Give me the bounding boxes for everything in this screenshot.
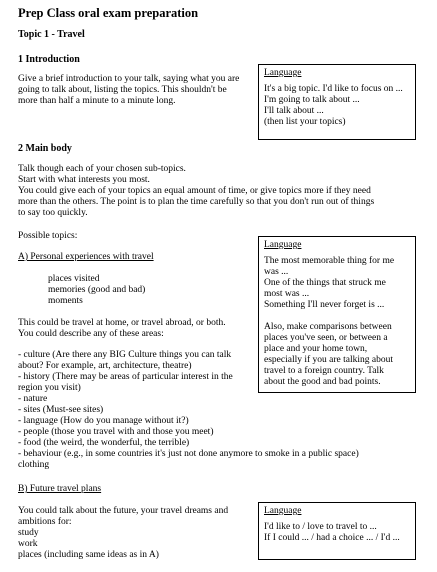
language-note: places you've seen, or between a (264, 333, 388, 343)
language-phrase: If I could ... / had a choice ... / I'd ... (264, 533, 400, 543)
section-b-line: places (including same ideas as in A) (18, 550, 159, 560)
section-b-line: study (18, 528, 39, 538)
section-b-heading: B) Future travel plans (18, 484, 102, 494)
language-note: especially if you are talking about (264, 355, 393, 365)
topic-heading: Topic 1 - Travel (18, 29, 85, 40)
main-line: Start with what interests you most. (18, 175, 150, 185)
section-a-bullet: - culture (Are there any BIG Culture things you can talk (18, 350, 232, 360)
section-a-bullet: about? For example, art, architecture, theatre) (18, 361, 192, 371)
section-a-item: moments (48, 296, 83, 306)
language-phrase: was ... (264, 267, 289, 277)
section-a-bullet: region you visit) (18, 383, 81, 393)
page-title: Prep Class oral exam preparation (18, 6, 199, 20)
language-note: Also, make comparisons between (264, 322, 392, 332)
section-b-line: ambitions for: (18, 517, 72, 527)
language-note: travel to a foreign country. Talk (264, 366, 384, 376)
language-phrase: It's a big topic. I'd like to focus on ... (264, 84, 403, 94)
section-b-language-box (258, 502, 416, 560)
language-phrase: I'd like to / love to travel to ... (264, 522, 377, 532)
language-phrase: I'm going to talk about ... (264, 95, 360, 105)
section-a-bullet: - people (those you travel with and those you meet) (18, 427, 214, 437)
language-box-heading: Language (264, 68, 302, 78)
language-phrase: Something I'll never forget is ... (264, 300, 385, 310)
section-a-heading: A) Personal experiences with travel (18, 252, 154, 262)
language-phrase: (then list your topics) (264, 117, 346, 127)
language-phrase: most was ... (264, 289, 310, 299)
main-line: You could give each of your topics an equal amount of time, or give topics more if they need (18, 186, 371, 196)
intro-language-box (258, 64, 416, 140)
intro-line: more than half a minute to a minute long. (18, 96, 176, 106)
language-phrase: One of the things that struck me (264, 278, 386, 288)
section-a-bullet: - behaviour (e.g., in some countries it's just not done anymore to smoke in a public space) (18, 449, 359, 459)
section-b-line: work (18, 539, 38, 549)
section-a-line: You could describe any of these areas: (18, 329, 164, 339)
intro-line: Give a brief introduction to your talk, saying what you are (18, 74, 240, 84)
language-phrase: I'll talk about ... (264, 106, 324, 116)
section-a-bullet: - nature (18, 394, 48, 404)
main-line: to say too quickly. (18, 208, 88, 218)
main-line: Talk though each of your chosen sub-topics. (18, 164, 186, 174)
intro-heading: 1 Introduction (18, 54, 80, 65)
possible-topics-label: Possible topics: (18, 231, 78, 241)
language-phrase: The most memorable thing for me (264, 256, 395, 266)
language-note: about the good and bad points. (264, 377, 381, 387)
main-line: more than the others. The point is to plan the time carefully so that you don't run out of things (18, 197, 375, 207)
language-box-heading: Language (264, 506, 302, 516)
section-a-item: places visited (48, 274, 100, 284)
language-box-heading: Language (264, 240, 302, 250)
section-a-item: memories (good and bad) (48, 285, 146, 295)
main-heading: 2 Main body (18, 143, 72, 154)
section-a-bullet: - sites (Must-see sites) (18, 405, 104, 415)
section-a-bullet: - food (the weird, the wonderful, the terrible) (18, 438, 190, 448)
section-a-bullet: clothing (18, 460, 50, 470)
language-note: place and your home town, (264, 344, 368, 354)
intro-line: going to talk about, listing the topics. This shouldn't be (18, 85, 227, 95)
section-a-language-box (258, 236, 416, 393)
section-a-bullet: - history (There may be areas of particular interest in the (18, 372, 233, 382)
section-a-line: This could be travel at home, or travel abroad, or both. (18, 318, 226, 328)
section-a-bullet: - language (How do you manage without it?) (18, 416, 189, 426)
section-b-line: You could talk about the future, your travel dreams and (18, 506, 229, 516)
